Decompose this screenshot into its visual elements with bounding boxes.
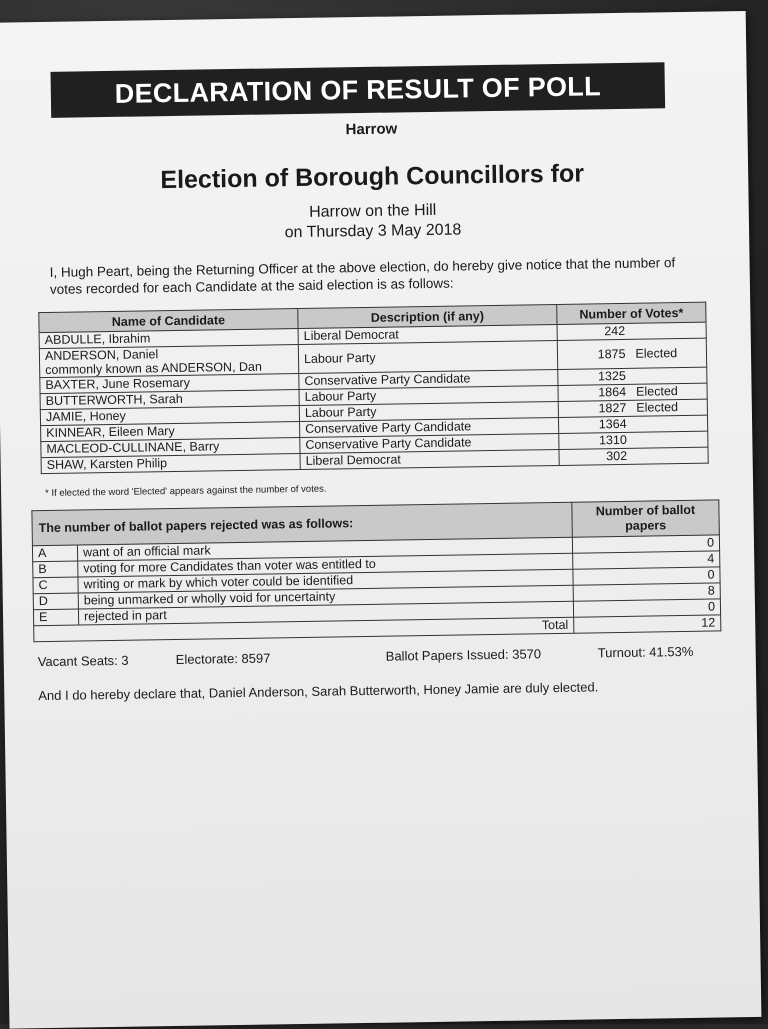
candidate-name: KINNEAR, Eileen Mary <box>41 422 300 442</box>
candidate-alias: commonly known as ANDERSON, Dan <box>45 359 263 378</box>
elected-label: Elected <box>635 345 678 361</box>
elected-label <box>637 459 687 460</box>
candidate-votes: 1875 <box>597 346 626 361</box>
candidate-desc: Conservative Party Candidate <box>299 369 558 389</box>
reason-count: 4 <box>573 551 720 569</box>
elected-label <box>637 427 687 428</box>
reason-key: B <box>33 561 78 578</box>
elected-label <box>635 334 685 335</box>
rejected-ballots-table <box>31 499 721 642</box>
col-name-header: Name of Candidate <box>39 309 298 333</box>
candidate-desc: Liberal Democrat <box>298 324 557 344</box>
candidate-name: BUTTERWORTH, Sarah <box>40 390 299 410</box>
total-label: Total <box>34 617 574 641</box>
rejected-heading: The number of ballot papers rejected was as follows: <box>32 502 572 545</box>
notice-paper <box>0 11 761 1029</box>
reason-count: 0 <box>572 535 719 553</box>
elected-label <box>637 443 687 444</box>
electorate: Electorate: 8597 <box>175 650 271 667</box>
candidate-name: JAMIE, Honey <box>40 406 299 426</box>
reason-key: A <box>32 545 77 562</box>
reason-text: want of an official mark <box>77 537 572 561</box>
election-title: Election of Borough Councillors for <box>160 159 585 195</box>
reason-key: C <box>33 577 78 594</box>
elected-label <box>636 379 686 380</box>
reason-key: D <box>33 593 78 610</box>
candidate-votes: 1364 <box>598 416 627 432</box>
reason-count: 0 <box>573 567 720 585</box>
reason-key: E <box>33 609 78 626</box>
ballot-papers-issued: Ballot Papers Issued: 3570 <box>385 646 542 664</box>
reason-text: voting for more Candidates than voter was entitled to <box>78 553 573 577</box>
turnout: Turnout: 41.53% <box>597 643 694 661</box>
candidate-desc: Liberal Democrat <box>300 449 559 469</box>
poll-summary <box>4 643 756 670</box>
reason-text: rejected in part <box>78 601 573 625</box>
candidates-table <box>38 302 708 474</box>
total-count: 12 <box>574 615 721 633</box>
candidate-name: ANDERSON, Daniel <box>44 347 159 364</box>
ward-name: Harrow on the Hill <box>309 201 437 221</box>
footnote: * If elected the word 'Elected' appears against the number of votes. <box>45 483 327 500</box>
candidate-votes: 302 <box>606 448 628 464</box>
election-date: on Thursday 3 May 2018 <box>284 221 462 242</box>
candidate-votes: 1310 <box>598 432 627 448</box>
candidate-desc: Labour Party <box>299 401 558 421</box>
page-title: DECLARATION OF RESULT OF POLL <box>50 62 665 118</box>
candidate-votes: 1827 <box>598 400 627 416</box>
intro-text: I, Hugh Peart, being the Returning Officer at the above election, do hereby give notice that the number of votes recorded for each Candidate at the said election is as follows: <box>49 255 676 297</box>
candidate-desc: Labour Party <box>299 385 558 405</box>
declaration-text: And I do hereby declare that, Daniel Anderson, Sarah Butterworth, Honey Jamie are duly elected. <box>38 679 599 704</box>
council-name: Harrow <box>345 120 398 139</box>
reason-text: being unmarked or wholly void for uncertainty <box>78 585 573 609</box>
candidate-desc: Conservative Party Candidate <box>300 433 559 453</box>
candidate-name: SHAW, Karsten Philip <box>41 454 300 474</box>
candidate-desc: Labour Party <box>298 340 557 373</box>
col-count-header: Number of ballot papers <box>572 500 720 537</box>
candidate-name: BAXTER, June Rosemary <box>40 374 299 394</box>
col-desc-header: Description (if any) <box>298 304 557 328</box>
candidate-name: MACLEOD-CULLINANE, Barry <box>41 438 300 458</box>
candidate-name: ABDULLE, Ibrahim <box>39 329 298 349</box>
candidate-desc: Conservative Party Candidate <box>300 417 559 437</box>
vacant-seats: Vacant Seats: 3 <box>37 652 129 670</box>
col-votes-header: Number of Votes* <box>557 302 706 324</box>
elected-label: Elected <box>636 400 679 415</box>
candidate-votes: 242 <box>604 323 626 339</box>
reason-count: 8 <box>573 583 720 601</box>
candidate-votes: 1864 <box>598 384 627 400</box>
reason-text: writing or mark by which voter could be identified <box>78 569 573 593</box>
reason-count: 0 <box>573 599 720 617</box>
elected-label: Elected <box>635 384 678 399</box>
candidate-votes: 1325 <box>597 368 626 384</box>
